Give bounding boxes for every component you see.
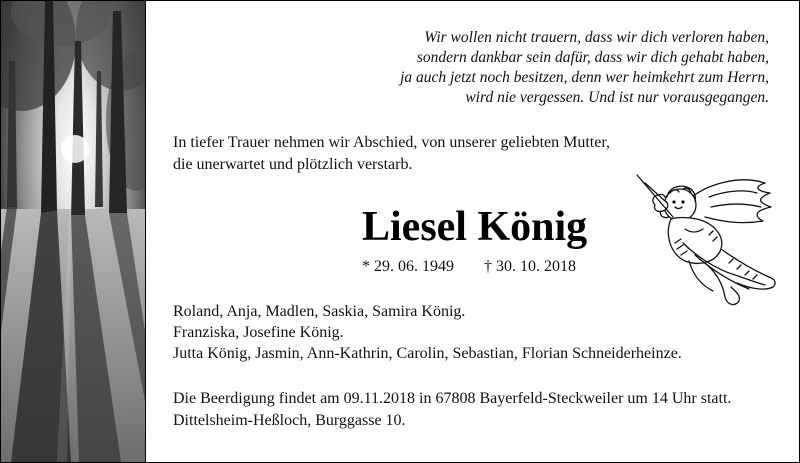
cherub-icon: [625, 173, 785, 313]
death-date: † 30. 10. 2018: [484, 258, 576, 275]
mourners-line: Franziska, Josefine König.: [173, 324, 344, 341]
deceased-name: Liesel König: [362, 204, 588, 250]
poem: [349, 28, 769, 108]
cherub-violin-ornament: [625, 173, 785, 313]
poem-line: Wir wollen nicht trauern, dass wir dich verloren haben,: [424, 29, 769, 46]
intro-text: [173, 132, 610, 176]
intro-line: die unerwartet und plötzlich verstarb.: [173, 156, 413, 173]
funeral-line: Die Beerdigung findet am 09.11.2018 in 67808 Bayerfeld-Steckweiler um 14 Uhr statt.: [173, 390, 732, 407]
address-line: Dittelsheim-Heßloch, Burggasse 10.: [173, 412, 406, 429]
mourners-line: Roland, Anja, Madlen, Saskia, Samira König.: [173, 303, 466, 320]
mourners-line: Jutta König, Jasmin, Ann-Kathrin, Carolin, Sebastian, Florian Schneiderheinze.: [173, 345, 682, 362]
intro-line: In tiefer Trauer nehmen wir Abschied, von unserer geliebten Mutter,: [173, 134, 611, 151]
poem-line: ja auch jetzt noch besitzen, denn wer heimkehrt zum Herrn,: [400, 69, 769, 86]
trees-sunlight-photo: [1, 1, 146, 462]
funeral-info: [173, 388, 731, 432]
mourners-list: [173, 301, 682, 364]
poem-line: wird nie vergessen. Und ist nur vorausgegangen.: [465, 89, 769, 106]
life-dates: [362, 256, 576, 278]
trees-photo-graphic: [1, 1, 145, 462]
birth-date: * 29. 06. 1949: [362, 258, 454, 275]
poem-line: sondern dankbar sein dafür, dass wir dich gehabt haben,: [416, 49, 769, 66]
